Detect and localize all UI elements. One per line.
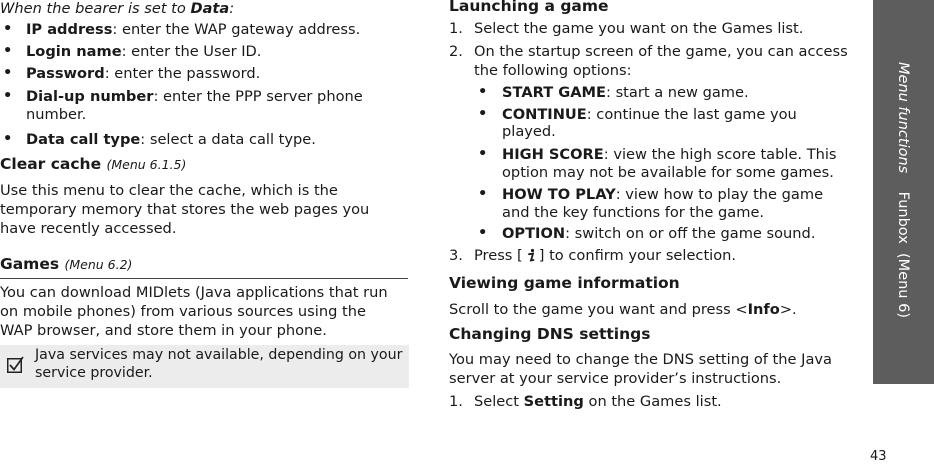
bullet-icon: • — [3, 20, 13, 37]
list-item: Password: enter the password. — [26, 65, 261, 82]
info-key-icon — [525, 248, 537, 263]
bullet-icon: • — [3, 130, 13, 147]
games-text: on mobile phones) from various sources using the — [0, 303, 366, 320]
step-number: 1. — [449, 20, 463, 37]
step-text: Select the game you want on the Games list. — [474, 20, 804, 37]
page-number: 43 — [870, 449, 887, 464]
bullet-icon: • — [478, 185, 488, 202]
dns-text: You may need to change the DNS setting of the Java — [449, 351, 832, 368]
dns-text: server at your service provider’s instructions. — [449, 370, 782, 387]
dns-heading: Changing DNS settings — [449, 325, 651, 343]
clear-cache-heading: Clear cache (Menu 6.1.5) — [0, 155, 187, 173]
step-number: 3. — [449, 247, 463, 264]
bullet-icon: • — [478, 105, 488, 122]
list-item-continuation: option may not be available for some games. — [502, 164, 834, 181]
games-text: You can download MIDlets (Java applications that run — [0, 284, 388, 301]
viewing-text: Scroll to the game you want and press <Info>. — [449, 301, 797, 318]
step-text: Press [ ] to confirm your selection. — [474, 247, 737, 264]
list-item-continuation: played. — [502, 123, 556, 140]
note-text: Java services may not available, depending on your service provider. — [35, 347, 403, 381]
list-item-continuation: number. — [26, 106, 87, 123]
bullet-icon: • — [3, 42, 13, 59]
bullet-icon: • — [478, 224, 488, 241]
bullet-icon: • — [3, 87, 13, 104]
checkbox-note-icon — [7, 356, 24, 373]
list-item: HIGH SCORE: view the high score table. This — [502, 146, 837, 163]
list-item: Data call type: select a data call type. — [26, 131, 316, 148]
list-item: HOW TO PLAY: view how to play the game — [502, 186, 824, 203]
clear-cache-text: have recently accessed. — [0, 220, 177, 237]
viewing-heading: Viewing game information — [449, 274, 680, 292]
bullet-icon: • — [478, 145, 488, 162]
step-number: 1. — [449, 393, 463, 410]
launching-heading: Launching a game — [449, 0, 609, 15]
chapter-tab — [873, 0, 934, 384]
clear-cache-text: Use this menu to clear the cache, which is the — [0, 182, 338, 199]
bearer-intro: When the bearer is set to Data: — [0, 0, 235, 17]
list-item: Dial-up number: enter the PPP server phone — [26, 88, 363, 105]
step-text: the following options: — [474, 62, 632, 79]
list-item: OPTION: switch on or off the game sound. — [502, 225, 816, 242]
list-item: START GAME: start a new game. — [502, 84, 749, 101]
bullet-icon: • — [478, 83, 488, 100]
bullet-icon: • — [3, 64, 13, 81]
chapter-tab-label: Menu functions Funbox (Menu 6) — [895, 62, 911, 318]
games-text: WAP browser, and store them in your phone. — [0, 322, 327, 339]
list-item: IP address: enter the WAP gateway address. — [26, 21, 361, 38]
step-text: Select Setting on the Games list. — [474, 393, 722, 410]
list-item: Login name: enter the User ID. — [26, 43, 262, 60]
step-number: 2. — [449, 43, 463, 60]
step-text: On the startup screen of the game, you can access — [474, 43, 848, 60]
games-heading: Games (Menu 6.2) — [0, 255, 133, 273]
list-item-continuation: and the key functions for the game. — [502, 204, 765, 221]
list-item: CONTINUE: continue the last game you — [502, 106, 797, 123]
section-divider — [0, 278, 408, 279]
note-box — [0, 345, 409, 388]
clear-cache-text: temporary memory that stores the web pages you — [0, 201, 370, 218]
